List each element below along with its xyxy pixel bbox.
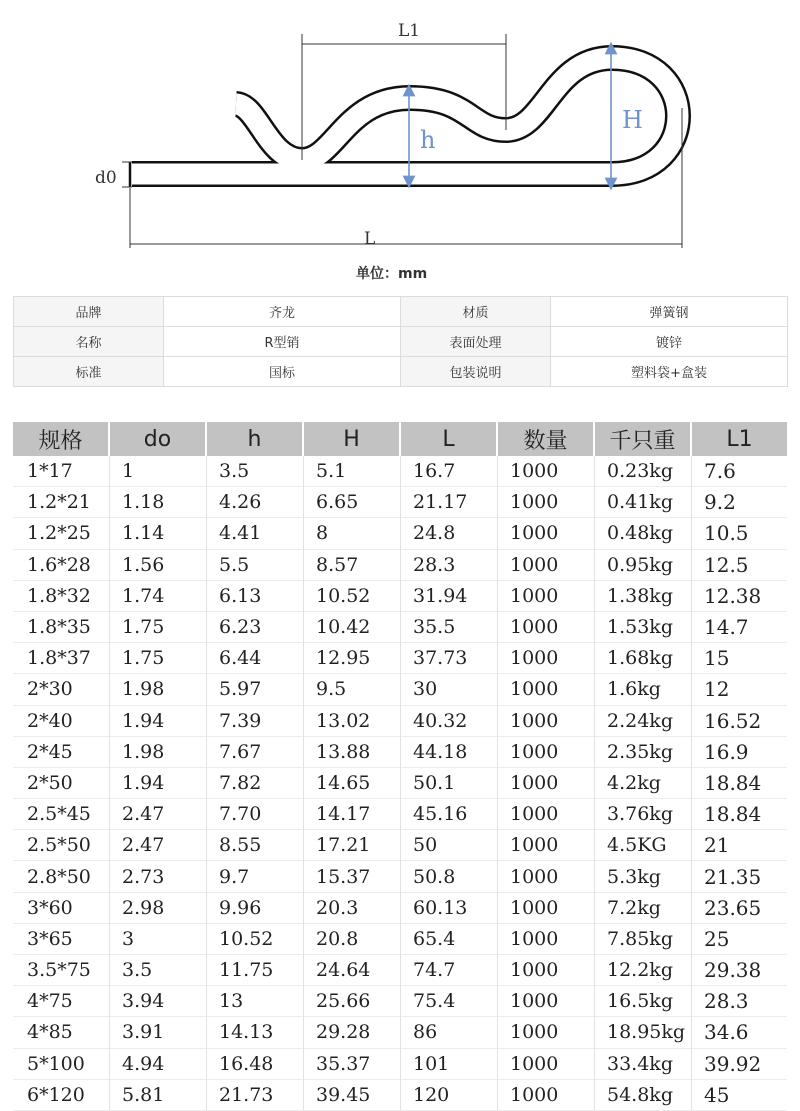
spec-row — [13, 861, 787, 892]
label-l1: L1 — [398, 21, 421, 41]
spec-cell: 3 — [110, 924, 207, 955]
spec-cell: 28.3 — [692, 986, 787, 1017]
spec-cell: 1 — [110, 456, 207, 487]
spec-cell: 7.70 — [207, 799, 304, 830]
spec-cell: 1000 — [498, 768, 595, 799]
spec-cell: 5.5 — [207, 550, 304, 581]
spec-cell: 9.5 — [304, 674, 401, 705]
spec-cell: 1000 — [498, 986, 595, 1017]
spec-cell: 0.95kg — [595, 550, 692, 581]
spec-cell: 5*100 — [13, 1049, 110, 1080]
header-cell: 规格 — [13, 422, 110, 456]
spec-cell: 1.8*37 — [13, 643, 110, 674]
spec-cell: 39.92 — [692, 1049, 787, 1080]
spec-cell: 1.75 — [110, 643, 207, 674]
spec-cell: 4.94 — [110, 1049, 207, 1080]
spec-cell: 15 — [692, 643, 787, 674]
spec-cell: 1000 — [498, 487, 595, 518]
spec-cell: 50.8 — [401, 861, 498, 892]
header-cell: H — [304, 422, 401, 456]
spec-cell: 120 — [401, 1080, 498, 1111]
header-cell: L1 — [692, 422, 787, 456]
spec-row — [13, 799, 787, 830]
spec-cell: 3.5 — [207, 456, 304, 487]
spec-cell: 7.2kg — [595, 893, 692, 924]
spec-cell: 1.18 — [110, 487, 207, 518]
spec-cell: 14.17 — [304, 799, 401, 830]
spec-cell: 6*120 — [13, 1080, 110, 1111]
spec-cell: 3.76kg — [595, 799, 692, 830]
spec-cell: 40.32 — [401, 706, 498, 737]
spec-cell: 4.2kg — [595, 768, 692, 799]
spec-cell: 0.41kg — [595, 487, 692, 518]
spec-cell: 45 — [692, 1080, 787, 1111]
spec-row — [13, 924, 787, 955]
spec-cell: 20.8 — [304, 924, 401, 955]
unit-note: 单位：mm — [356, 266, 428, 282]
spec-cell: 50 — [401, 830, 498, 861]
spec-cell: 10.5 — [692, 518, 787, 549]
spec-row — [13, 986, 787, 1017]
spec-cell: 12.38 — [692, 581, 787, 612]
spec-cell: 5.97 — [207, 674, 304, 705]
spec-cell: 1000 — [498, 737, 595, 768]
spec-cell: 14.65 — [304, 768, 401, 799]
spec-cell: 9.2 — [692, 487, 787, 518]
spec-row — [13, 487, 787, 518]
spec-row — [13, 456, 787, 487]
spec-cell: 10.42 — [304, 612, 401, 643]
label-big-h: H — [622, 106, 643, 134]
spec-cell: 15.37 — [304, 861, 401, 892]
spec-cell: 1.8*32 — [13, 581, 110, 612]
spec-cell: 21.17 — [401, 487, 498, 518]
spec-cell: 13.88 — [304, 737, 401, 768]
spec-cell: 2.24kg — [595, 706, 692, 737]
spec-cell: 1.8*35 — [13, 612, 110, 643]
spec-cell: 39.45 — [304, 1080, 401, 1111]
spec-row — [13, 893, 787, 924]
spec-row — [13, 1080, 787, 1111]
attribute-key: 名称 — [14, 327, 164, 357]
spec-cell: 6.65 — [304, 487, 401, 518]
spec-cell: 5.1 — [304, 456, 401, 487]
spec-cell: 2.8*50 — [13, 861, 110, 892]
attribute-value: 镀锌 — [551, 327, 788, 357]
spec-cell: 16.7 — [401, 456, 498, 487]
spec-cell: 2.73 — [110, 861, 207, 892]
spec-table — [13, 422, 787, 1111]
spec-cell: 4*75 — [13, 986, 110, 1017]
spec-cell: 5.81 — [110, 1080, 207, 1111]
spec-cell: 1000 — [498, 612, 595, 643]
attribute-key: 材质 — [401, 297, 551, 327]
spec-cell: 14.7 — [692, 612, 787, 643]
spec-cell: 20.3 — [304, 893, 401, 924]
spec-cell: 1.2*21 — [13, 487, 110, 518]
spec-cell: 2*30 — [13, 674, 110, 705]
header-cell: L — [401, 422, 498, 456]
spec-cell: 9.7 — [207, 861, 304, 892]
spec-cell: 3*60 — [13, 893, 110, 924]
spec-cell: 1000 — [498, 924, 595, 955]
spec-cell: 6.44 — [207, 643, 304, 674]
label-l: L — [364, 229, 376, 249]
attribute-key: 表面处理 — [401, 327, 551, 357]
spec-row — [13, 612, 787, 643]
spec-cell: 9.96 — [207, 893, 304, 924]
dimension-d0 — [95, 162, 132, 188]
spec-cell: 1.94 — [110, 768, 207, 799]
spec-cell: 1.74 — [110, 581, 207, 612]
spec-cell: 10.52 — [207, 924, 304, 955]
spec-cell: 60.13 — [401, 893, 498, 924]
spec-cell: 45.16 — [401, 799, 498, 830]
label-h: h — [420, 126, 436, 154]
spec-cell: 14.13 — [207, 1017, 304, 1048]
spec-cell: 1000 — [498, 1017, 595, 1048]
attribute-table — [13, 296, 788, 387]
spec-cell: 16.48 — [207, 1049, 304, 1080]
spec-cell: 1000 — [498, 550, 595, 581]
spec-row — [13, 674, 787, 705]
spec-cell: 1000 — [498, 1080, 595, 1111]
spec-cell: 1000 — [498, 830, 595, 861]
spec-cell: 50.1 — [401, 768, 498, 799]
spec-cell: 13.02 — [304, 706, 401, 737]
attribute-value: R型销 — [164, 327, 401, 357]
spec-cell: 1.6*28 — [13, 550, 110, 581]
spec-cell: 17.21 — [304, 830, 401, 861]
spec-cell: 1000 — [498, 674, 595, 705]
spec-cell: 2.5*50 — [13, 830, 110, 861]
spec-cell: 11.75 — [207, 955, 304, 986]
spec-cell: 8.55 — [207, 830, 304, 861]
spec-cell: 3*65 — [13, 924, 110, 955]
spec-cell: 1000 — [498, 1049, 595, 1080]
spec-cell: 24.8 — [401, 518, 498, 549]
spec-cell: 33.4kg — [595, 1049, 692, 1080]
spec-cell: 1.6kg — [595, 674, 692, 705]
spec-cell: 12.95 — [304, 643, 401, 674]
spec-cell: 1.56 — [110, 550, 207, 581]
spec-cell: 1.75 — [110, 612, 207, 643]
spec-cell: 4.41 — [207, 518, 304, 549]
spec-cell: 18.95kg — [595, 1017, 692, 1048]
spec-cell: 65.4 — [401, 924, 498, 955]
spec-cell: 12.2kg — [595, 955, 692, 986]
spec-row — [13, 581, 787, 612]
spec-cell: 10.52 — [304, 581, 401, 612]
spec-row — [13, 955, 787, 986]
spec-row — [13, 1017, 787, 1048]
spec-cell: 12.5 — [692, 550, 787, 581]
spec-cell: 24.64 — [304, 955, 401, 986]
spec-cell: 13 — [207, 986, 304, 1017]
spec-cell: 35.5 — [401, 612, 498, 643]
spec-cell: 86 — [401, 1017, 498, 1048]
spec-cell: 1.94 — [110, 706, 207, 737]
spec-cell: 5.3kg — [595, 861, 692, 892]
header-cell: 千只重 — [595, 422, 692, 456]
spec-cell: 4.5KG — [595, 830, 692, 861]
spec-cell: 2.47 — [110, 830, 207, 861]
attribute-key: 品牌 — [14, 297, 164, 327]
spec-cell: 54.8kg — [595, 1080, 692, 1111]
r-pin-diagram — [0, 0, 800, 290]
label-d0: d0 — [95, 168, 117, 188]
spec-cell: 25.66 — [304, 986, 401, 1017]
spec-row — [13, 1049, 787, 1080]
spec-cell: 1000 — [498, 518, 595, 549]
header-cell: h — [207, 422, 304, 456]
attribute-value: 齐龙 — [164, 297, 401, 327]
spec-cell: 7.82 — [207, 768, 304, 799]
spec-cell: 3.5*75 — [13, 955, 110, 986]
spec-cell: 1.2*25 — [13, 518, 110, 549]
spec-row — [13, 830, 787, 861]
spec-cell: 21 — [692, 830, 787, 861]
spec-cell: 1000 — [498, 955, 595, 986]
spec-cell: 6.23 — [207, 612, 304, 643]
header-cell: 数量 — [498, 422, 595, 456]
spec-cell: 16.5kg — [595, 986, 692, 1017]
spec-cell: 1000 — [498, 643, 595, 674]
attribute-value: 国标 — [164, 357, 401, 387]
spec-cell: 28.3 — [401, 550, 498, 581]
spec-cell: 6.13 — [207, 581, 304, 612]
spec-header-row — [13, 422, 787, 456]
spec-cell: 21.73 — [207, 1080, 304, 1111]
spec-cell: 1000 — [498, 861, 595, 892]
spec-cell: 7.85kg — [595, 924, 692, 955]
spec-cell: 75.4 — [401, 986, 498, 1017]
spec-cell: 1000 — [498, 706, 595, 737]
spec-cell: 1.68kg — [595, 643, 692, 674]
spec-cell: 31.94 — [401, 581, 498, 612]
spec-cell: 1.98 — [110, 737, 207, 768]
spec-cell: 1.53kg — [595, 612, 692, 643]
spec-cell: 16.52 — [692, 706, 787, 737]
spec-cell: 7.67 — [207, 737, 304, 768]
attribute-value: 弹簧钢 — [551, 297, 788, 327]
attribute-key: 包装说明 — [401, 357, 551, 387]
spec-row — [13, 550, 787, 581]
spec-cell: 35.37 — [304, 1049, 401, 1080]
spec-cell: 2*45 — [13, 737, 110, 768]
spec-cell: 23.65 — [692, 893, 787, 924]
spec-cell: 7.6 — [692, 456, 787, 487]
spec-row — [13, 706, 787, 737]
spec-cell: 25 — [692, 924, 787, 955]
attribute-row — [14, 327, 788, 357]
spec-cell: 1000 — [498, 581, 595, 612]
spec-cell: 2.35kg — [595, 737, 692, 768]
spec-cell: 0.48kg — [595, 518, 692, 549]
spec-cell: 1000 — [498, 456, 595, 487]
attribute-row — [14, 357, 788, 387]
spec-row — [13, 518, 787, 549]
spec-cell: 44.18 — [401, 737, 498, 768]
spec-cell: 30 — [401, 674, 498, 705]
attribute-value: 塑料袋+盒装 — [551, 357, 788, 387]
spec-cell: 101 — [401, 1049, 498, 1080]
spec-cell: 29.38 — [692, 955, 787, 986]
attribute-row — [14, 297, 788, 327]
pin-wire — [130, 58, 678, 187]
spec-cell: 12 — [692, 674, 787, 705]
spec-cell: 4*85 — [13, 1017, 110, 1048]
spec-cell: 2*50 — [13, 768, 110, 799]
spec-cell: 8 — [304, 518, 401, 549]
spec-row — [13, 768, 787, 799]
spec-cell: 37.73 — [401, 643, 498, 674]
spec-cell: 0.23kg — [595, 456, 692, 487]
spec-cell: 16.9 — [692, 737, 787, 768]
spec-row — [13, 737, 787, 768]
spec-cell: 18.84 — [692, 799, 787, 830]
spec-cell: 18.84 — [692, 768, 787, 799]
spec-cell: 2.47 — [110, 799, 207, 830]
spec-cell: 21.35 — [692, 861, 787, 892]
header-cell: do — [110, 422, 207, 456]
spec-cell: 3.94 — [110, 986, 207, 1017]
spec-cell: 29.28 — [304, 1017, 401, 1048]
spec-cell: 1000 — [498, 799, 595, 830]
spec-cell: 2*40 — [13, 706, 110, 737]
spec-cell: 4.26 — [207, 487, 304, 518]
spec-cell: 8.57 — [304, 550, 401, 581]
spec-cell: 74.7 — [401, 955, 498, 986]
spec-cell: 2.98 — [110, 893, 207, 924]
attribute-key: 标准 — [14, 357, 164, 387]
spec-cell: 1.38kg — [595, 581, 692, 612]
spec-cell: 7.39 — [207, 706, 304, 737]
spec-cell: 2.5*45 — [13, 799, 110, 830]
spec-cell: 3.91 — [110, 1017, 207, 1048]
spec-cell: 1.14 — [110, 518, 207, 549]
spec-cell: 1.98 — [110, 674, 207, 705]
spec-cell: 1*17 — [13, 456, 110, 487]
spec-cell: 34.6 — [692, 1017, 787, 1048]
spec-cell: 1000 — [498, 893, 595, 924]
spec-cell: 3.5 — [110, 955, 207, 986]
spec-row — [13, 643, 787, 674]
